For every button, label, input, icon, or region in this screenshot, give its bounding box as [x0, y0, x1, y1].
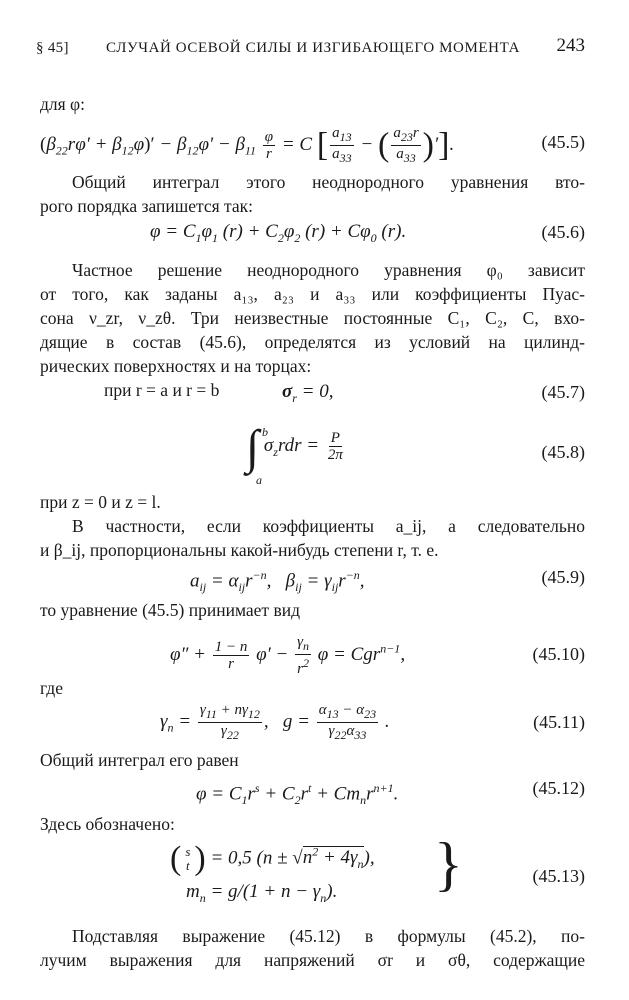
text-line: то уравнение (45.5) принимает вид: [40, 600, 300, 620]
text-line: при z = 0 и z = l.: [40, 492, 161, 512]
equation-number: (45.9): [541, 567, 585, 587]
equation-number: (45.6): [541, 222, 585, 242]
text-line: Общий интеграл этого неоднородного уравнения вто-: [72, 172, 585, 192]
equation-45-6: $\varphi = C_1\varphi_1$ $(r) + C_2\varphi_2$ $(r) + C\varphi_0$ (r).: [150, 221, 407, 245]
equation-number: (45.10): [532, 644, 585, 664]
equation-45-13-b: $m_n = g/(1 + n - \gamma_n)$.: [186, 881, 338, 905]
right-brace: }: [434, 831, 463, 897]
text-line: рических поверхностях и на торцах:: [40, 356, 312, 376]
equation-45-8: ∫ b a $\sigma_zrdr$ = $\frac{P}{2\pi}$: [246, 421, 343, 487]
equation-45-5: $(\beta_{22}r\varphi' + \beta_{12}\varphi)' - \beta_{12}\varphi' - \beta_{11}$ $\frac{\varphi}{r}$ = C [ $\frac{a_{13}}{a_{33}}$ − ( $\frac{a_{23}r}{a_{33}}$ )′].: [40, 125, 455, 165]
text-line: Подставляя выражение (45.12) в формулы (45.2), по-: [72, 926, 585, 946]
equation-number: (45.5): [541, 132, 585, 152]
text-line: от того, как заданы a₁₃, a₂₃ и a₃₃ или коэффициенты Пуас-: [40, 284, 585, 304]
equation-45-13: ( s t ) = 0,5 $(n \pm √n^2 + 4\gamma_n)$,: [170, 839, 375, 877]
text-line: дящие в состав (45.6), определятся из условий на цилинд-: [40, 332, 585, 352]
equation-45-9: $a_{ij} = \alpha_{ij}r^{-n}$, $\beta_{ij} = \gamma_{ij}r^{-n}$,: [190, 568, 365, 595]
text-line: Частное решение неоднородного уравнения φ₀ зависит: [72, 260, 585, 280]
equation-45-12: $\varphi = C_1r^s + C_2r^t + Cm_nr^{n+1}$.: [196, 781, 399, 808]
equation-45-7: $\sigma_r = 0$,: [282, 381, 334, 405]
text-line: В частности, если коэффициенты a_ij, а следовательно: [72, 516, 585, 536]
equation-number: (45.11): [533, 712, 585, 732]
equation-number: (45.12): [532, 778, 585, 798]
page-number: 243: [556, 35, 585, 56]
equation-45-10: φ″ + $\frac{1 - n}{r}$ φ′ − $\frac{\gamma_n}{r^2}$ φ = Cgr$^{n-1}$,: [170, 634, 406, 677]
equation-45-11: $\gamma_n$ = $\frac{\gamma_{11} + n\gamma_{12}}{\gamma_{22}}$ , g = $\frac{\alpha_{13} - \alpha_{23}}{\gamma_{22}\alpha_{33}}$ .: [160, 702, 390, 742]
text-line: лучим выражения для напряжений σr и σθ, содержащие: [40, 950, 585, 970]
text-line: где: [40, 678, 63, 698]
text-line: рого порядка запишется так:: [40, 196, 254, 216]
text-line: при r = a и r = b: [104, 380, 220, 400]
equation-number: (45.13): [532, 866, 585, 886]
text-line: Здесь обозначено:: [40, 814, 175, 834]
section-marker: § 45]: [36, 40, 69, 56]
equation-number: (45.7): [541, 382, 585, 402]
text-line: сона ν_zr, ν_zθ. Три неизвестные постоянные C₁, C₂, C, вхо-: [40, 308, 585, 328]
running-title: СЛУЧАЙ ОСЕВОЙ СИЛЫ И ИЗГИБАЮЩЕГО МОМЕНТА: [106, 40, 521, 56]
equation-number: (45.8): [541, 442, 585, 462]
text-line: и β_ij, пропорциональны какой-нибудь степени r, т. е.: [40, 540, 439, 560]
text-line: для φ:: [40, 94, 86, 114]
text-line: Общий интеграл его равен: [40, 750, 239, 770]
